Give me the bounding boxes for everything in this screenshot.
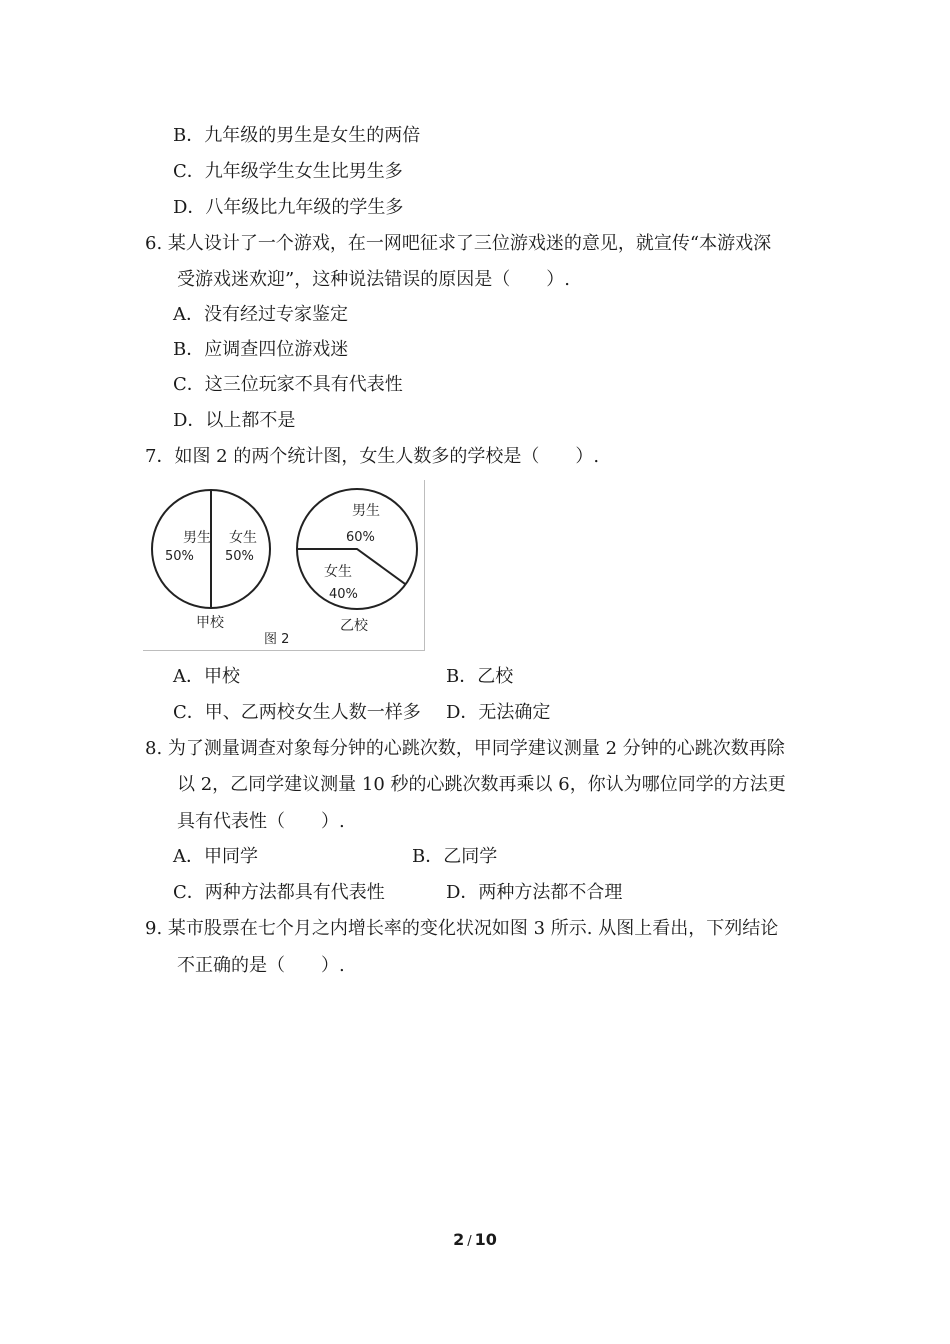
school-b-boys-label: 男生 — [352, 503, 380, 519]
q8-stem-line3: 具有代表性（ ）. — [177, 811, 345, 832]
q6-option-c: C．这三位玩家不具有代表性 — [173, 374, 403, 395]
q8-stem-line2: 以 2，乙同学建议测量 10 秒的心跳次数再乘以 6，你认为哪位同学的方法更 — [177, 774, 786, 795]
q7-option-c: C．甲、乙两校女生人数一样多 — [173, 702, 421, 723]
q5-option-c: C．九年级学生女生比男生多 — [173, 161, 403, 182]
page-number — [0, 1230, 950, 1249]
q7-option-b: B．乙校 — [446, 666, 514, 687]
school-a-boys-percent: 50% — [165, 549, 194, 564]
page-separator: / — [467, 1234, 472, 1249]
q6-option-d: D．以上都不是 — [173, 410, 296, 431]
q6-option-b: B．应调查四位游戏迷 — [173, 339, 349, 360]
q8-stem-line1: 8. 为了测量调查对象每分钟的心跳次数，甲同学建议测量 2 分钟的心跳次数再除 — [145, 738, 785, 759]
school-b-name: 乙校 — [340, 618, 368, 634]
q8-option-a: A．甲同学 — [173, 846, 258, 867]
figure-caption: 图 2 — [264, 632, 290, 647]
page-current: 2 — [453, 1230, 465, 1249]
q6-stem-line1: 6. 某人设计了一个游戏，在一网吧征求了三位游戏迷的意见，就宣传“本游戏深 — [145, 233, 772, 254]
figure-2-svg — [143, 480, 424, 650]
q6-stem-line2: 受游戏迷欢迎”，这种说法错误的原因是（ ）. — [177, 269, 570, 290]
school-b-girls-label: 女生 — [324, 564, 352, 580]
school-b-boys-percent: 60% — [346, 530, 375, 545]
q6-option-a: A．没有经过专家鉴定 — [173, 304, 348, 325]
q8-option-c: C．两种方法都具有代表性 — [173, 882, 385, 903]
q5-option-b: B．九年级的男生是女生的两倍 — [173, 125, 421, 146]
page-total: 10 — [474, 1230, 497, 1249]
q5-option-d: D．八年级比九年级的学生多 — [173, 197, 404, 218]
q7-option-d: D．无法确定 — [446, 702, 551, 723]
school-a-boys-label: 男生 — [183, 530, 211, 546]
school-a-girls-percent: 50% — [225, 549, 254, 564]
figure-2-pie-charts — [143, 480, 425, 651]
school-a-girls-label: 女生 — [229, 530, 257, 546]
q9-stem-line1: 9. 某市股票在七个月之内增长率的变化状况如图 3 所示. 从图上看出，下列结论 — [145, 918, 779, 939]
q9-stem-line2: 不正确的是（ ）. — [177, 955, 345, 976]
q7-option-a: A．甲校 — [173, 666, 240, 687]
q7-stem: 7．如图 2 的两个统计图，女生人数多的学校是（ ）. — [145, 446, 600, 467]
q8-option-b: B．乙同学 — [412, 846, 498, 867]
school-a-name: 甲校 — [196, 615, 224, 631]
q8-option-d: D．两种方法都不合理 — [446, 882, 623, 903]
school-b-girls-percent: 40% — [329, 587, 358, 602]
